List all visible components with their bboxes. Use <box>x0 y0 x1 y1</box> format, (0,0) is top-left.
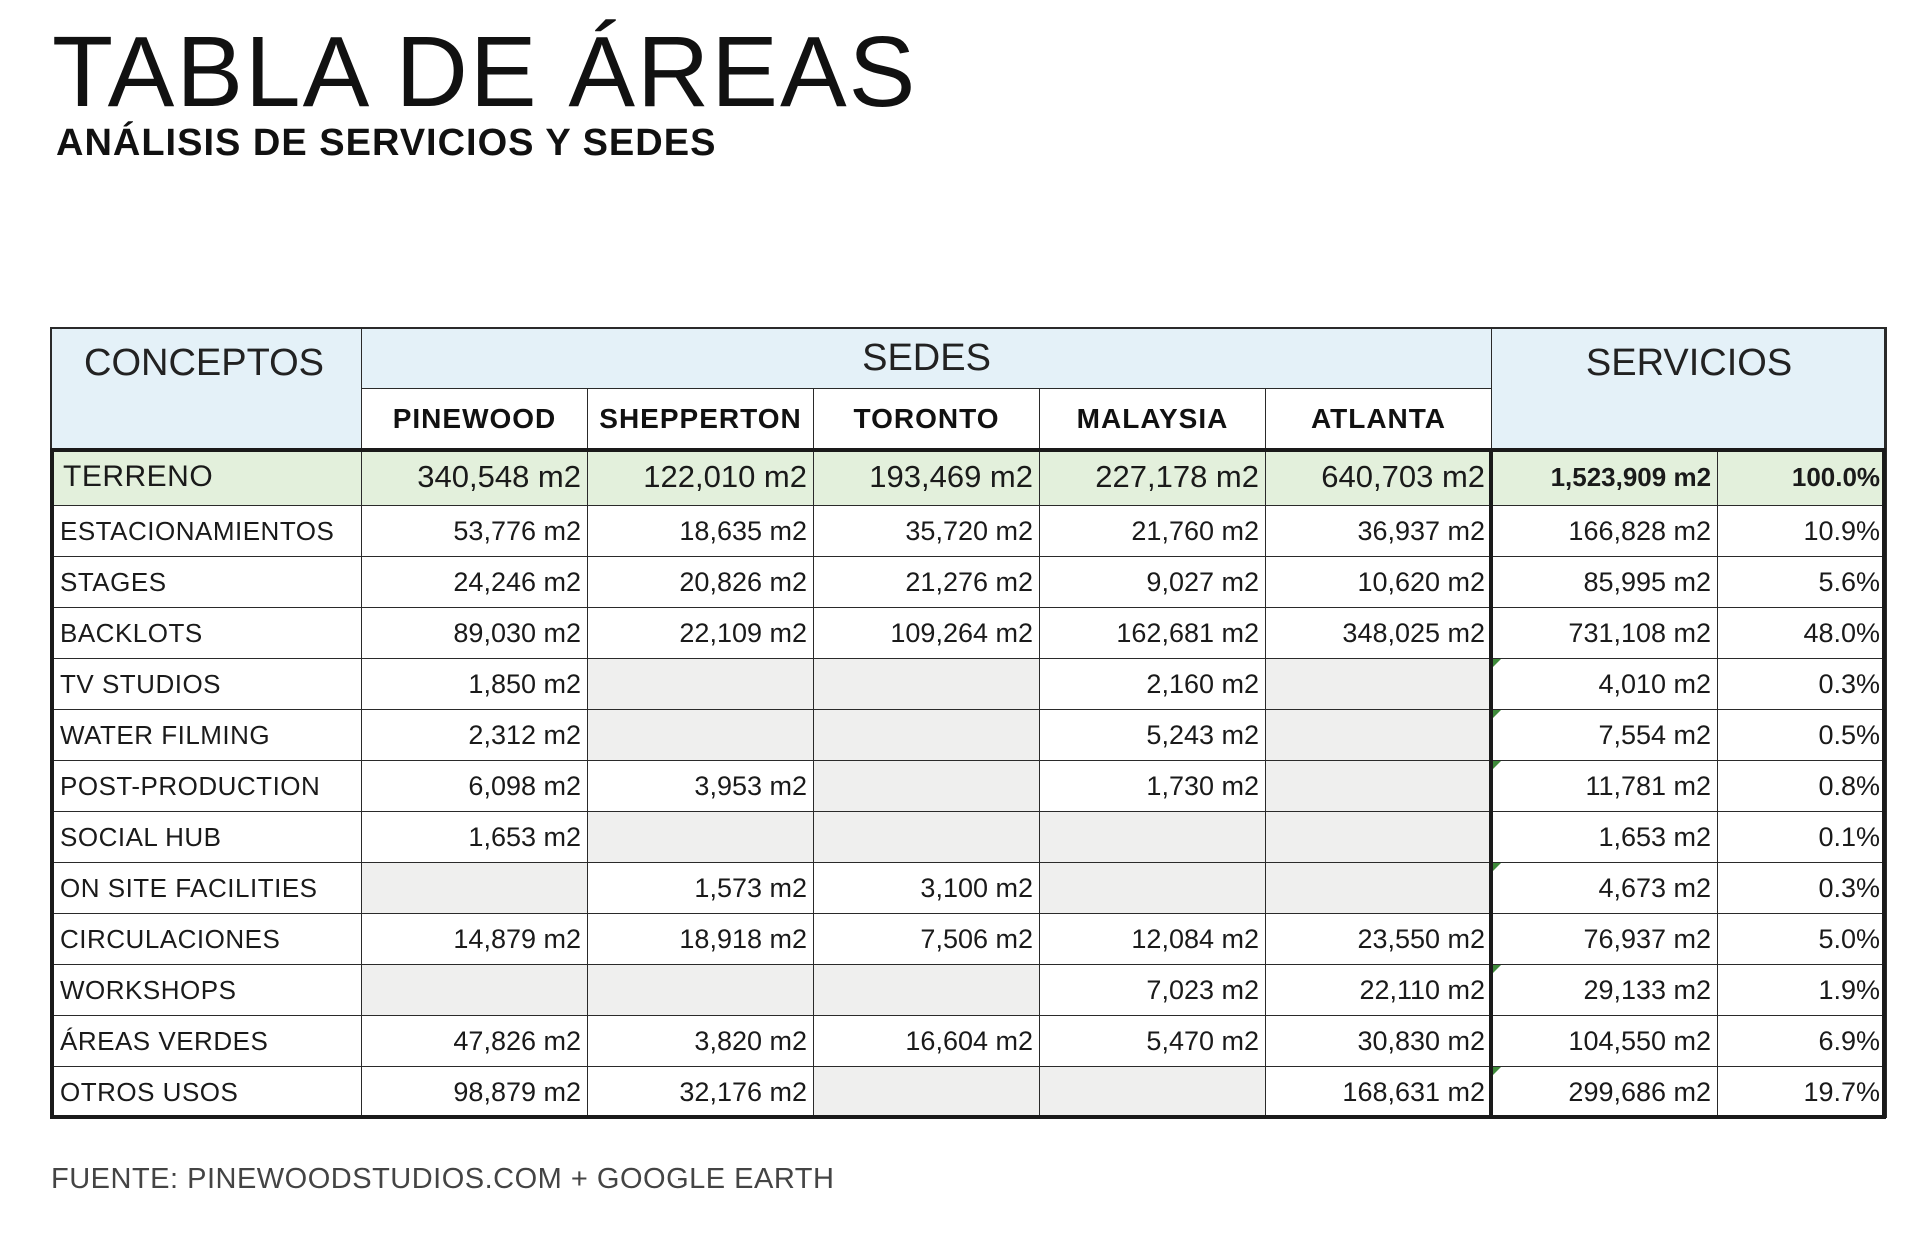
cell-servicios-percent: 5.6% <box>1718 557 1887 608</box>
cell-pinewood: 1,850 m2 <box>362 659 588 710</box>
total-value: 4,673 m2 <box>1598 872 1712 903</box>
cell-servicios-total <box>1492 914 1718 965</box>
cell-servicios-total <box>1492 965 1718 1016</box>
cell-pinewood: 14,879 m2 <box>362 914 588 965</box>
cell-servicios-percent: 0.8% <box>1718 761 1887 812</box>
cell-pinewood: 1,653 m2 <box>362 812 588 863</box>
cell-comment-flag-icon <box>1492 710 1501 719</box>
cell-pinewood: 89,030 m2 <box>362 608 588 659</box>
table-row <box>51 557 1887 608</box>
table-row <box>51 710 1887 761</box>
header-servicios: SERVICIOS <box>1492 328 1887 449</box>
cell-malaysia: 2,160 m2 <box>1040 659 1266 710</box>
cell-servicios-percent: 1.9% <box>1718 965 1887 1016</box>
cell-servicios-percent: 48.0% <box>1718 608 1887 659</box>
cell-atlanta <box>1266 863 1492 914</box>
row-label: ÁREAS VERDES <box>51 1016 362 1067</box>
cell-servicios-percent: 5.0% <box>1718 914 1887 965</box>
cell-servicios-total <box>1492 710 1718 761</box>
cell-toronto <box>814 812 1040 863</box>
total-value: 1,653 m2 <box>1598 821 1712 852</box>
cell-comment-flag-icon <box>1492 965 1501 974</box>
row-label: CIRCULACIONES <box>51 914 362 965</box>
cell-toronto: 35,720 m2 <box>814 506 1040 557</box>
cell-servicios-total <box>1492 608 1718 659</box>
row-label: STAGES <box>51 557 362 608</box>
cell-servicios-total <box>1492 761 1718 812</box>
cell-comment-flag-icon <box>1492 863 1501 872</box>
cell-servicios-percent: 6.9% <box>1718 1016 1887 1067</box>
cell-servicios-total <box>1492 449 1718 506</box>
cell-pinewood <box>362 965 588 1016</box>
cell-malaysia: 162,681 m2 <box>1040 608 1266 659</box>
cell-pinewood: 98,879 m2 <box>362 1067 588 1118</box>
cell-atlanta: 22,110 m2 <box>1266 965 1492 1016</box>
cell-malaysia <box>1040 863 1266 914</box>
cell-toronto: 16,604 m2 <box>814 1016 1040 1067</box>
table-row <box>51 449 1887 506</box>
cell-shepperton <box>588 965 814 1016</box>
table-row <box>51 659 1887 710</box>
cell-servicios-total <box>1492 659 1718 710</box>
header-sede-shepperton: SHEPPERTON <box>588 389 814 449</box>
total-value: 76,937 m2 <box>1583 923 1712 954</box>
row-label: OTROS USOS <box>51 1067 362 1118</box>
cell-shepperton <box>588 659 814 710</box>
cell-servicios-percent: 0.1% <box>1718 812 1887 863</box>
cell-malaysia: 7,023 m2 <box>1040 965 1266 1016</box>
header-sede-toronto: TORONTO <box>814 389 1040 449</box>
cell-shepperton: 22,109 m2 <box>588 608 814 659</box>
header-sede-atlanta: ATLANTA <box>1266 389 1492 449</box>
cell-shepperton: 32,176 m2 <box>588 1067 814 1118</box>
row-label: ON SITE FACILITIES <box>51 863 362 914</box>
cell-servicios-total <box>1492 812 1718 863</box>
cell-malaysia: 9,027 m2 <box>1040 557 1266 608</box>
cell-atlanta <box>1266 659 1492 710</box>
table-row <box>51 1016 1887 1067</box>
cell-shepperton: 18,635 m2 <box>588 506 814 557</box>
cell-atlanta <box>1266 761 1492 812</box>
cell-shepperton: 18,918 m2 <box>588 914 814 965</box>
source-note: FUENTE: PINEWOODSTUDIOS.COM + GOOGLE EARTH <box>51 1163 835 1195</box>
row-label: SOCIAL HUB <box>51 812 362 863</box>
cell-toronto <box>814 761 1040 812</box>
row-label: WATER FILMING <box>51 710 362 761</box>
cell-servicios-total <box>1492 1016 1718 1067</box>
total-value: 731,108 m2 <box>1568 617 1712 648</box>
cell-malaysia: 5,243 m2 <box>1040 710 1266 761</box>
cell-malaysia: 12,084 m2 <box>1040 914 1266 965</box>
cell-servicios-total <box>1492 863 1718 914</box>
table-row <box>51 914 1887 965</box>
cell-pinewood: 6,098 m2 <box>362 761 588 812</box>
row-label: TERRENO <box>51 449 362 506</box>
row-label: TV STUDIOS <box>51 659 362 710</box>
cell-pinewood <box>362 863 588 914</box>
cell-shepperton: 3,953 m2 <box>588 761 814 812</box>
cell-servicios-total <box>1492 1067 1718 1118</box>
total-value: 166,828 m2 <box>1568 515 1712 546</box>
table-body <box>51 449 1887 1118</box>
total-value: 299,686 m2 <box>1568 1076 1712 1107</box>
cell-atlanta <box>1266 812 1492 863</box>
cell-toronto <box>814 1067 1040 1118</box>
cell-toronto <box>814 710 1040 761</box>
table-row <box>51 761 1887 812</box>
cell-servicios-percent: 0.3% <box>1718 863 1887 914</box>
cell-atlanta: 640,703 m2 <box>1266 449 1492 506</box>
cell-toronto <box>814 965 1040 1016</box>
total-value: 7,554 m2 <box>1598 719 1712 750</box>
table-row <box>51 1067 1887 1118</box>
cell-servicios-percent: 19.7% <box>1718 1067 1887 1118</box>
row-label: WORKSHOPS <box>51 965 362 1016</box>
cell-atlanta: 36,937 m2 <box>1266 506 1492 557</box>
cell-toronto: 109,264 m2 <box>814 608 1040 659</box>
header-sedes: SEDES <box>362 328 1492 389</box>
header-sede-pinewood: PINEWOOD <box>362 389 588 449</box>
total-value: 104,550 m2 <box>1568 1025 1712 1056</box>
cell-shepperton <box>588 710 814 761</box>
cell-shepperton: 20,826 m2 <box>588 557 814 608</box>
table-row <box>51 965 1887 1016</box>
total-value: 4,010 m2 <box>1598 668 1712 699</box>
cell-toronto: 193,469 m2 <box>814 449 1040 506</box>
cell-atlanta: 30,830 m2 <box>1266 1016 1492 1067</box>
cell-atlanta: 168,631 m2 <box>1266 1067 1492 1118</box>
table-row <box>51 506 1887 557</box>
cell-malaysia: 21,760 m2 <box>1040 506 1266 557</box>
cell-servicios-total <box>1492 506 1718 557</box>
cell-shepperton <box>588 812 814 863</box>
cell-comment-flag-icon <box>1492 1067 1501 1076</box>
cell-atlanta <box>1266 710 1492 761</box>
cell-comment-flag-icon <box>1492 761 1501 770</box>
row-label: ESTACIONAMIENTOS <box>51 506 362 557</box>
cell-pinewood: 24,246 m2 <box>362 557 588 608</box>
cell-toronto <box>814 659 1040 710</box>
cell-toronto: 7,506 m2 <box>814 914 1040 965</box>
cell-servicios-total <box>1492 557 1718 608</box>
cell-atlanta: 23,550 m2 <box>1266 914 1492 965</box>
cell-comment-flag-icon <box>1492 659 1501 668</box>
areas-table <box>50 327 1887 1118</box>
total-value: 11,781 m2 <box>1585 770 1712 801</box>
cell-malaysia: 1,730 m2 <box>1040 761 1266 812</box>
page-subtitle: ANÁLISIS DE SERVICIOS Y SEDES <box>56 122 717 164</box>
cell-toronto: 3,100 m2 <box>814 863 1040 914</box>
header-divider <box>50 448 1886 452</box>
page-title: TABLA DE ÁREAS <box>52 16 918 128</box>
cell-shepperton: 3,820 m2 <box>588 1016 814 1067</box>
cell-shepperton: 122,010 m2 <box>588 449 814 506</box>
cell-pinewood: 53,776 m2 <box>362 506 588 557</box>
cell-servicios-percent: 0.5% <box>1718 710 1887 761</box>
cell-pinewood: 47,826 m2 <box>362 1016 588 1067</box>
cell-malaysia <box>1040 1067 1266 1118</box>
cell-atlanta: 348,025 m2 <box>1266 608 1492 659</box>
cell-servicios-percent: 100.0% <box>1718 449 1887 506</box>
header-sede-malaysia: MALAYSIA <box>1040 389 1266 449</box>
cell-pinewood: 340,548 m2 <box>362 449 588 506</box>
table-row <box>51 863 1887 914</box>
cell-toronto: 21,276 m2 <box>814 557 1040 608</box>
total-value: 85,995 m2 <box>1583 566 1712 597</box>
cell-malaysia <box>1040 812 1266 863</box>
header-conceptos: CONCEPTOS <box>51 328 362 449</box>
table-row <box>51 608 1887 659</box>
servicios-divider <box>1489 448 1493 1118</box>
row-label: POST-PRODUCTION <box>51 761 362 812</box>
cell-servicios-percent: 0.3% <box>1718 659 1887 710</box>
cell-pinewood: 2,312 m2 <box>362 710 588 761</box>
cell-malaysia: 227,178 m2 <box>1040 449 1266 506</box>
table-row <box>51 812 1887 863</box>
row-label: BACKLOTS <box>51 608 362 659</box>
cell-shepperton: 1,573 m2 <box>588 863 814 914</box>
total-value: 29,133 m2 <box>1583 974 1712 1005</box>
cell-servicios-percent: 10.9% <box>1718 506 1887 557</box>
total-value: 1,523,909 m2 <box>1550 461 1712 492</box>
cell-malaysia: 5,470 m2 <box>1040 1016 1266 1067</box>
cell-atlanta: 10,620 m2 <box>1266 557 1492 608</box>
